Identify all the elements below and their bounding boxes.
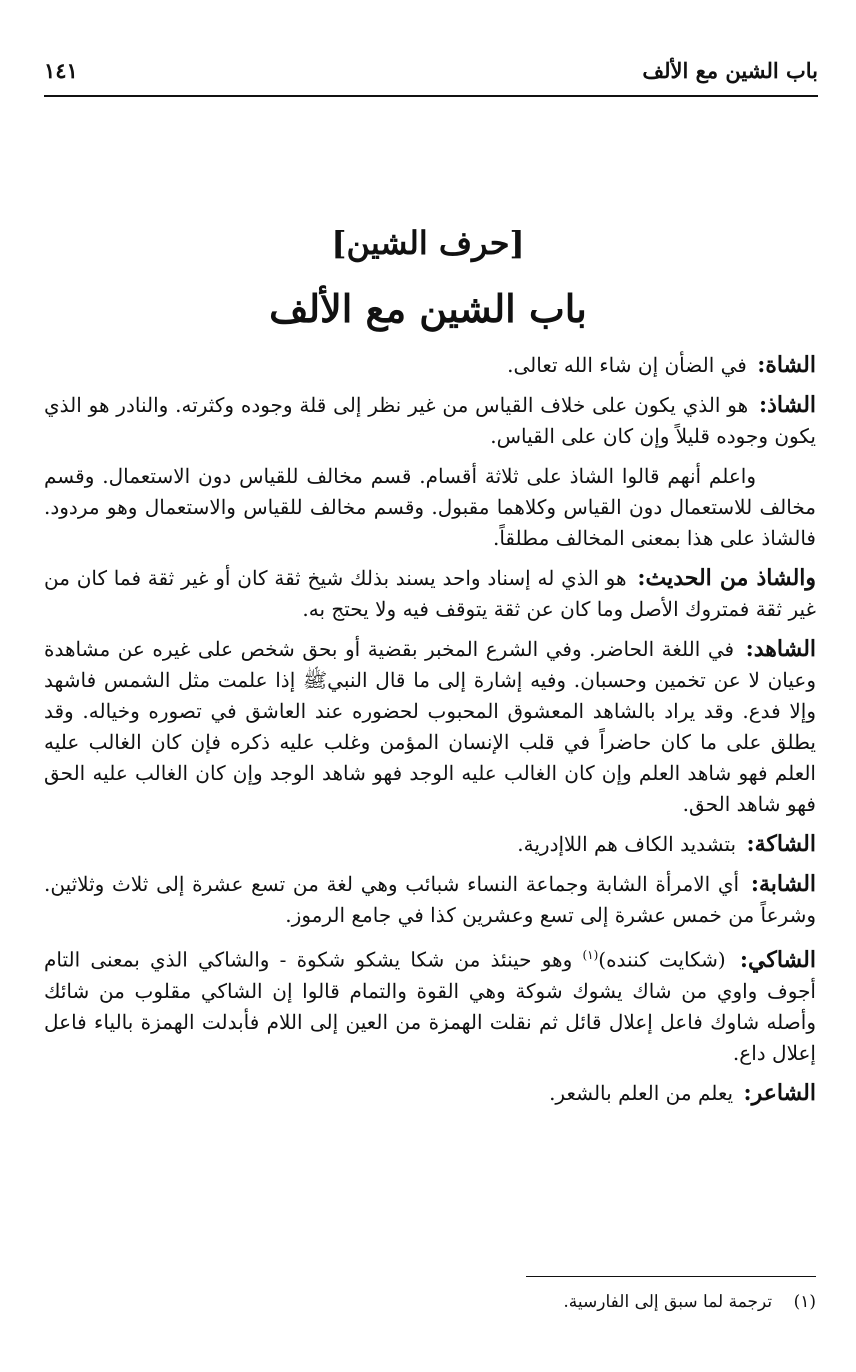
entry-term: الشاكي:: [739, 946, 816, 973]
page-number: ١٤١: [44, 58, 78, 83]
footnote-mark: (١): [793, 1292, 816, 1312]
entry-term: الشاة:: [757, 352, 816, 378]
entry-shahid: [44, 634, 816, 820]
chapter-heading: باب الشين مع الألف: [269, 286, 587, 331]
entry-term: الشاعر:: [743, 1079, 816, 1106]
entry-shakka: [44, 829, 816, 860]
page-header: [44, 56, 818, 96]
entry-text: واعلم أنهم قالوا الشاذ على ثلاثة أقسام. قسم مخالف للقياس دون الاستعمال. وقسم مخالف للاستعمال دون القياس وكلاهما مقبول. وقسم مخالف للقياس والاستعمال وهو مردود. فالشاذ على هذا بمعنى المخالف مطلقاً.: [44, 464, 816, 550]
entry-shadh: [44, 390, 816, 452]
footnote-text: ترجمة لما سبق إلى الفارسية.: [563, 1292, 773, 1312]
footnote-reference[interactable]: (١): [582, 948, 599, 962]
footnote: [400, 1292, 816, 1312]
entry-shadh-divisions: [44, 461, 816, 554]
entry-text: في اللغة الحاضر. وفي الشرع المخبر بقضية أو بحق شخص على غيره عن مشاهدة وعيان لا عن تخمين وحسبان. وفيه إشارة إلى ما قال النبيﷺ إذا علمت مثل الشمس فاشهد وإلا فدع. وقد يراد بالشاهد المعشوق المحبوب لحضوره عند العاشق في تصوره وخياله. وقد يطلق على ما كان حاضراً في قلب الإنسان المؤمن وغلب عليه ذكره فإن كان الغالب عليه العلم فهو شاهد العلم وإن كان الغالب عليه الوجد فهو شاهد الوجد وإن كان الغالب عليه الحق فهو شاهد الحق.: [44, 637, 817, 816]
entry-shabba: [44, 869, 816, 931]
footnote-rule: [526, 1276, 816, 1277]
entry-shadh-hadith: [44, 563, 816, 625]
entry-shah: [44, 350, 816, 381]
entry-term: الشاذ:: [758, 392, 817, 418]
entry-term: الشابة:: [750, 871, 817, 897]
entry-term: والشاذ من الحديث:: [637, 565, 817, 591]
entry-text: هو الذي له إسناد واحد يسند بذلك شيخ ثقة كان أو غير ثقة فما كان من غير ثقة فمتروك الأصل وما كان عن ثقة يتوقف فيه ولا يحتج به.: [44, 566, 816, 621]
entry-text: يعلم من العلم بالشعر.: [549, 1080, 734, 1105]
header-rule: [44, 95, 818, 97]
entry-term: الشاكة:: [746, 831, 816, 857]
letter-heading: [حرف الشين]: [331, 224, 525, 262]
entry-text: هو الذي يكون على خلاف القياس من غير نظر إلى قلة وجوده وكثرته. والنادر هو الذي يكون وجوده قليلاً وإن كان على القياس.: [44, 393, 816, 448]
running-title: باب الشين مع الألف: [642, 58, 818, 83]
entry-text: أي الامرأة الشابة وجماعة النساء شبائب وهي لغة من تسع عشرة إلى ثلاث وثلاثين. وشرعاً من خمس عشرة إلى تسع وعشرين كذا في جامع الرموز.: [44, 872, 816, 927]
entry-text-continued: وهو حينئذ من شكا يشكو شكوة - والشاكي الذي بمعنى التام أجوف واوي من شاك يشوك شوكة وهي القوة والتمام قالوا إن الشاكي مقلوب من شائك وأصله شاوك فاعل إعلال قائل ثم نقلت الهمزة من العين إلى اللام فأبدلت الهمزة بالياء فاعل إعلال داع.: [44, 947, 816, 1065]
entry-term: الشاهد:: [745, 636, 817, 662]
entry-shaki: [44, 940, 816, 1069]
entry-text: بتشديد الكاف هم اللاإدرية.: [517, 832, 737, 856]
entry-text: في الضأن إن شاء الله تعالى.: [507, 353, 747, 377]
entries-body: [44, 350, 816, 1118]
entry-shair: [44, 1078, 816, 1109]
entry-text: (شكايت كننده): [598, 947, 726, 972]
